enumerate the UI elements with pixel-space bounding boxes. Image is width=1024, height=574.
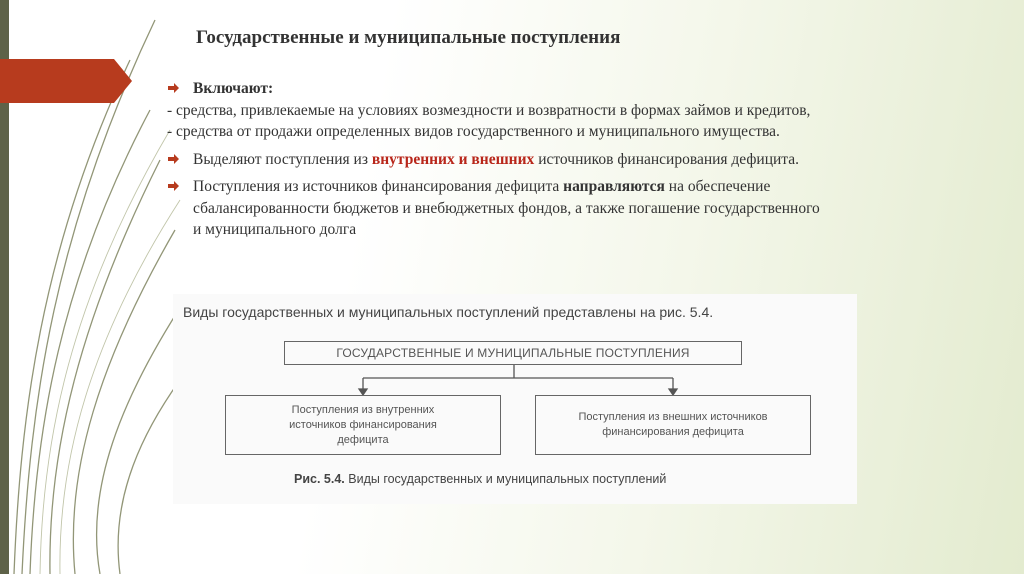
- bullet-list: [168, 78, 998, 241]
- arrow-bullet-icon: [168, 181, 179, 191]
- bullet-text: источников финансирования дефицита.: [534, 150, 800, 168]
- bullet-heading: Включают:: [193, 80, 274, 97]
- bullet-item-directed: [168, 176, 998, 241]
- caption-label: Рис. 5.4.: [294, 472, 345, 486]
- bullet-text: сбалансированности бюджетов и внебюджетных фондов, а также погашение государственного: [193, 199, 820, 217]
- root-box: ГОСУДАРСТВЕННЫЕ И МУНИЦИПАЛЬНЫЕ ПОСТУПЛЕНИЯ: [284, 341, 742, 365]
- internal-sources-label: Поступления из внутренних источников финансирования дефицита: [289, 403, 437, 446]
- figure-heading: Виды государственных и муниципальных поступлений представлены на рис. 5.4.: [183, 304, 714, 320]
- external-sources-label: Поступления из внешних источников финансирования дефицита: [578, 411, 768, 438]
- bullet-line: - средства, привлекаемые на условиях возмездности и возвратности в формах займов и кредитов,: [167, 101, 811, 119]
- caption-text: Виды государственных и муниципальных поступлений: [344, 472, 667, 486]
- bullet-text: Поступления из источников финансирования дефицита: [193, 178, 564, 195]
- bullet-item-includes: [168, 78, 998, 100]
- bullet-item-sources: [168, 149, 998, 171]
- title-accent-flag: [0, 59, 132, 103]
- external-sources-box: [535, 395, 811, 455]
- bullet-text: и муниципального долга: [193, 221, 357, 238]
- highlight-text: внутренних и внешних: [371, 150, 535, 168]
- bold-text: направляются: [563, 178, 665, 195]
- internal-sources-box: [225, 395, 501, 455]
- arrow-bullet-icon: [168, 154, 179, 164]
- bullet-text: на обеспечение: [664, 178, 771, 195]
- slide-title: Государственные и муниципальные поступления: [196, 27, 621, 48]
- diagram-figure: [173, 294, 857, 504]
- figure-caption: [294, 472, 666, 486]
- bullet-text: Выделяют поступления из: [193, 150, 372, 168]
- bullet-line: - средства от продажи определенных видов государственного и муниципального имущества.: [167, 123, 780, 140]
- arrow-bullet-icon: [168, 83, 179, 93]
